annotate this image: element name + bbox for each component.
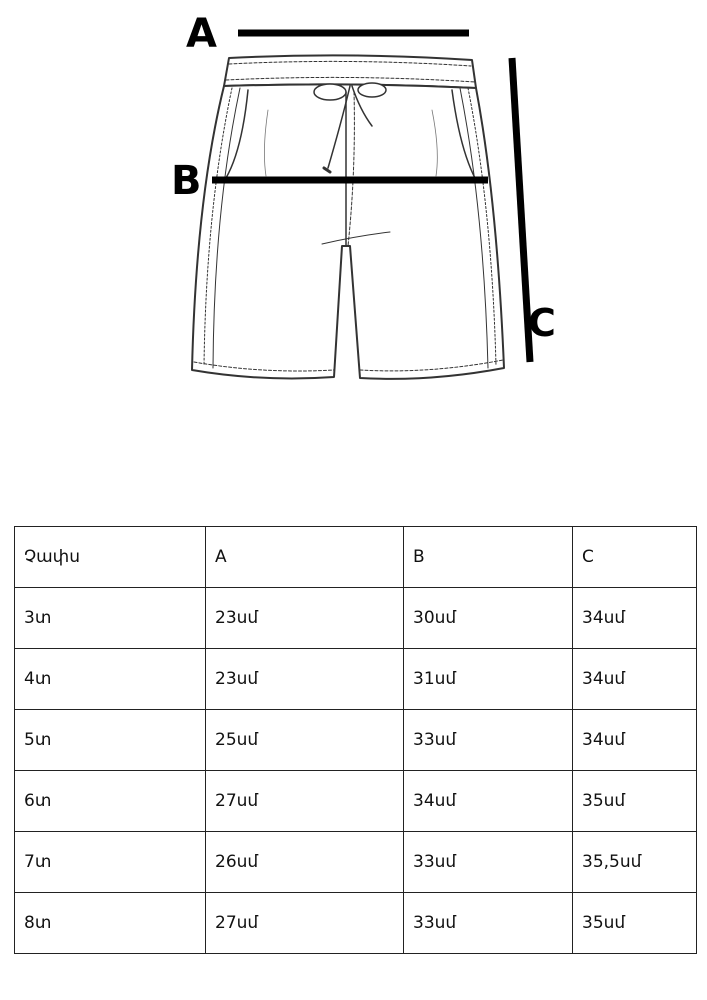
table-row xyxy=(15,832,697,893)
cell-c: 35սմ xyxy=(573,893,697,954)
table-row xyxy=(15,649,697,710)
cell-c: 34սմ xyxy=(573,710,697,771)
cell-a: 27սմ xyxy=(206,771,404,832)
cell-b: 33սմ xyxy=(404,893,573,954)
cell-c: 34սմ xyxy=(573,588,697,649)
waistband xyxy=(224,55,476,88)
table-row xyxy=(15,710,697,771)
shorts-measurement-diagram xyxy=(0,0,707,420)
cell-a: 26սմ xyxy=(206,832,404,893)
cell-size: 3տ xyxy=(15,588,206,649)
cell-a: 25սմ xyxy=(206,710,404,771)
header-b: B xyxy=(404,527,573,588)
label-a: A xyxy=(186,11,217,57)
shorts-body xyxy=(192,84,504,378)
cell-size: 7տ xyxy=(15,832,206,893)
cell-size: 5տ xyxy=(15,710,206,771)
header-c: C xyxy=(573,527,697,588)
shorts-illustration xyxy=(192,55,504,378)
header-a: A xyxy=(206,527,404,588)
size-chart-table xyxy=(14,526,697,954)
cell-b: 33սմ xyxy=(404,832,573,893)
cell-a: 23սմ xyxy=(206,588,404,649)
table-header-row xyxy=(15,527,697,588)
cell-c: 34սմ xyxy=(573,649,697,710)
cell-b: 30սմ xyxy=(404,588,573,649)
table-row xyxy=(15,771,697,832)
cell-size: 4տ xyxy=(15,649,206,710)
cell-size: 6տ xyxy=(15,771,206,832)
table-row xyxy=(15,893,697,954)
cell-b: 34սմ xyxy=(404,771,573,832)
header-size: Չափս xyxy=(15,527,206,588)
cell-a: 23սմ xyxy=(206,649,404,710)
cell-b: 31սմ xyxy=(404,649,573,710)
label-b: B xyxy=(171,158,202,204)
cell-c: 35,5սմ xyxy=(573,832,697,893)
cell-a: 27սմ xyxy=(206,893,404,954)
label-c: C xyxy=(528,301,556,345)
cell-size: 8տ xyxy=(15,893,206,954)
cell-c: 35սմ xyxy=(573,771,697,832)
table-row xyxy=(15,588,697,649)
cell-b: 33սմ xyxy=(404,710,573,771)
